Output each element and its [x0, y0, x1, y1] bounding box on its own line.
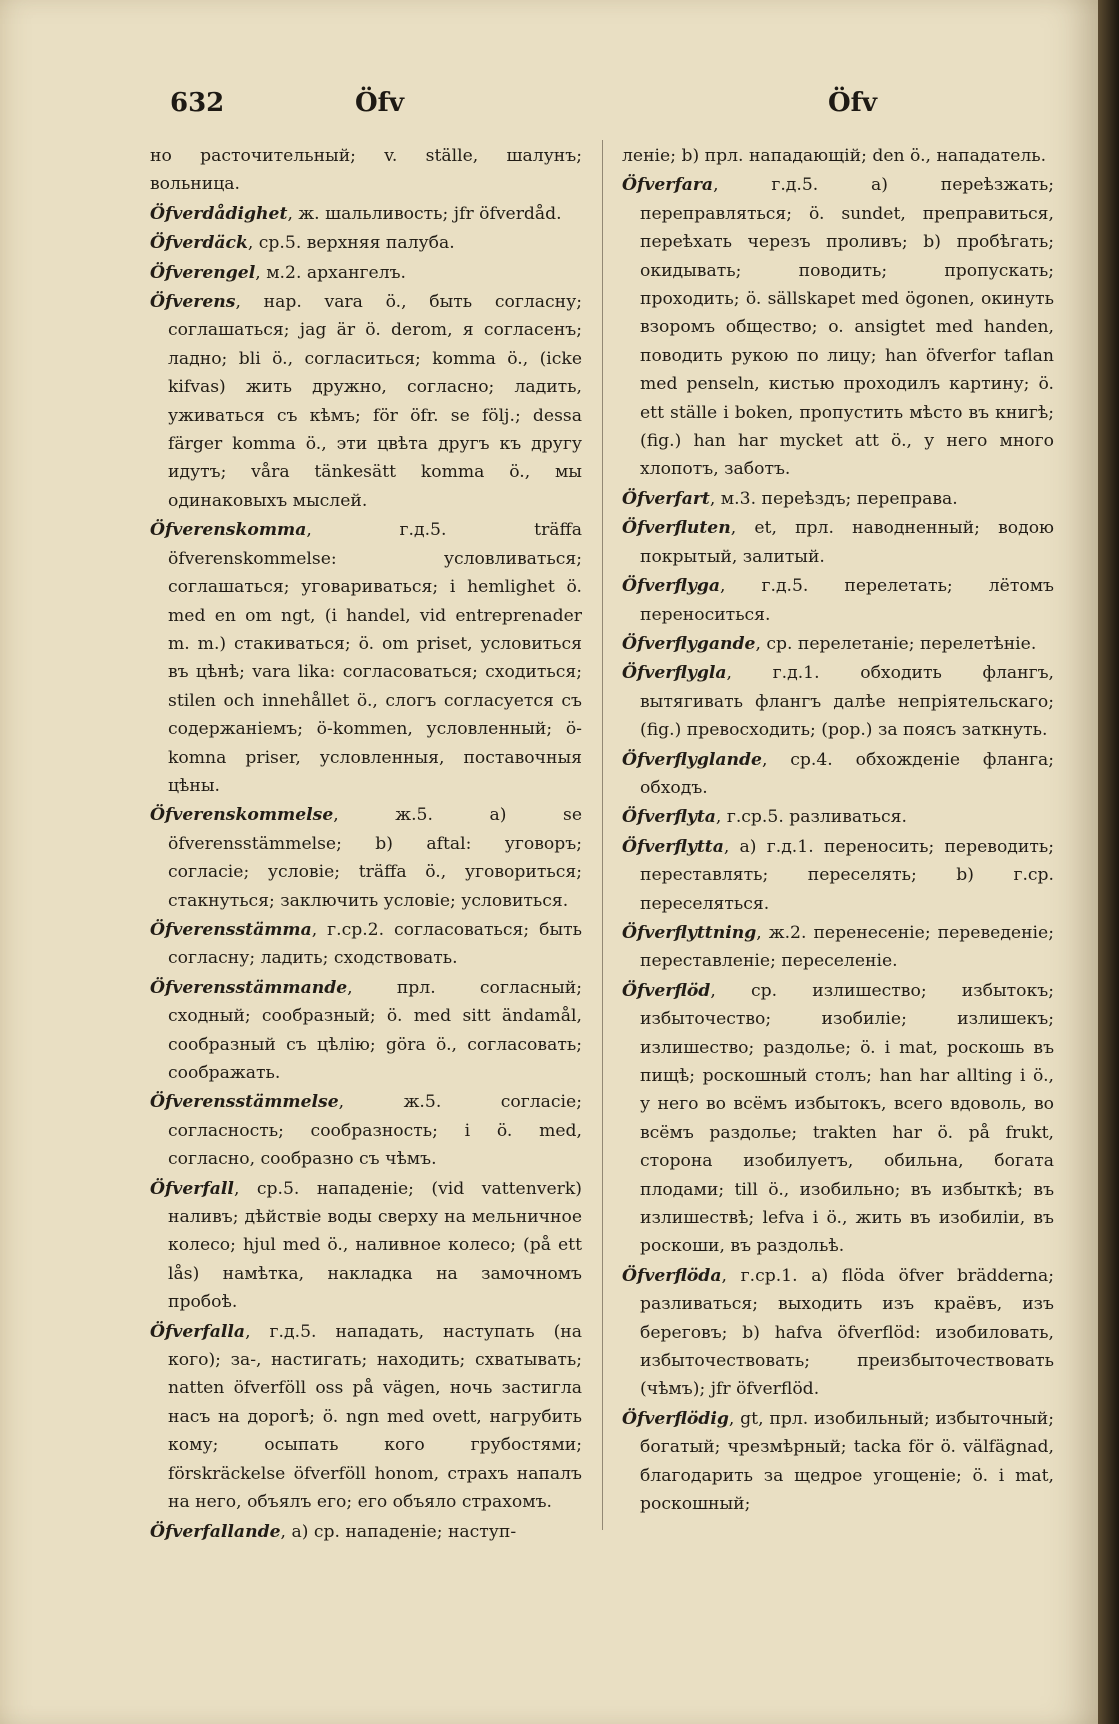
headword: Öfverflöda [622, 1265, 722, 1286]
dictionary-entry: Öfverfart, м.3. переѣздъ; переправа. [622, 488, 958, 509]
dictionary-entry: Öfverensstämmelse, ж.5. согласіе; согласность; сообразность; i ö. med, согласно, сообразно съ чѣмъ. [150, 1092, 582, 1170]
headword: Öfverflyglande [622, 749, 762, 770]
dictionary-entry: Öfverflödig, gt, прл. изобильный; избыточный; богатый; чрезмѣрный; tacka för ö. välfägnad, благодарить за щедрое угощеніе; ö. i mat, роскошный; [622, 1408, 1054, 1515]
headword: Öfverdäck [150, 233, 248, 254]
page-header [0, 88, 1098, 128]
dictionary-entry: Öfverens, нар. vara ö., быть согласну; соглашаться; jag är ö. derom, я согласенъ; ладно; bli ö., согласиться; komma ö., (icke kifvas) жить дружно, согласно; ладить, уживаться съ кѣмъ; för öfr. se följ.; dessa färger komma ö., эти цвѣта другъ къ другу идутъ; våra tänkesätt komma ö., мы одинаковыхъ мыслей. [150, 292, 582, 511]
headword: Öfverfara [622, 175, 714, 196]
dictionary-entry: Öfverflyta, г.ср.5. разливаться. [622, 807, 907, 828]
headword: Öfverenskommelse [150, 805, 334, 826]
headword: Öfverfall [150, 1178, 234, 1199]
dictionary-entry: леніе; b) прл. нападающій; den ö., нападатель. [622, 146, 1047, 166]
book-spine-edge [1098, 0, 1119, 1724]
headword: Öfverfalla [150, 1321, 246, 1342]
dictionary-entry: Öfverflyttning, ж.2. перенесеніе; переведеніе; переставленіе; переселеніе. [622, 922, 1054, 972]
dictionary-entry: Öfverensstämmande, прл. согласный; сходный; сообразный; ö. med sitt ändamål, сообразный съ цѣлію; göra ö., согласовать; соображать. [150, 977, 582, 1083]
headword: Öfverflyta [622, 807, 716, 828]
right-column [622, 142, 1054, 1520]
dictionary-entry: Öfverfall, ср.5. нападеніе; (vid vattenverk) наливъ; дѣйствіе воды сверху на мельничное колесо; hjul med ö., наливное колесо; (på ett lås) намѣтка, накладка на замочномъ пробоѣ. [150, 1178, 582, 1313]
headword: Öfverfart [622, 488, 710, 509]
page-number: 632 [170, 88, 225, 118]
dictionary-entry: Öfverfara, г.д.5. a) переѣзжать; переправляться; ö. sundet, преправиться, переѣхать черезъ проливъ; b) пробѣгать; окидывать; поводить; пропускать; проходить; ö. sällskapet med ögonen, окинуть взоромъ общество; o. ansigtet med handen, поводить рукою по лицу; han öfverfor taflan med penseln, кистью проходилъ картину; ö. ett ställe i boken, пропустить мѣсто въ книгѣ; (fig.) han har mycket att ö., у него много хлопотъ, заботъ. [622, 175, 1054, 480]
dictionary-entry: Öfverflytta, a) г.д.1. переносить; переводить; переставлять; переселять; b) г.ср. переселяться. [622, 836, 1054, 914]
dictionary-entry: Öfverflyglande, ср.4. обхожденіе фланга; обходъ. [622, 749, 1054, 798]
headword: Öfverfluten [622, 518, 731, 539]
dictionary-entry: Öfverengel, м.2. архангелъ. [150, 262, 407, 283]
running-head-left: Öfv [355, 88, 404, 118]
headword: Öfverflyttning [622, 922, 757, 943]
dictionary-entry: но расточительный; v. ställe, шалунъ; вольница. [150, 146, 582, 195]
headword: Öfverensstämma [150, 919, 312, 940]
dictionary-entry: Öfverdådighet, ж. шальливость; jfr öfverdåd. [150, 203, 562, 224]
dictionary-entry: Öfverenskomma, г.д.5. träffa öfverenskommelse: условливаться; соглашаться; уговариваться; i hemlighet ö. med en om ngt, (i handel, vid entreprenader m. m.) стакиваться; ö. om priset, условиться въ цѣнѣ; vara lika: согласоваться; сходиться; stilen och innehållet ö., слогъ согласуется съ содержаніемъ; ö-kommen, условленный; ö-komna priser, условленныя, поставочныя цѣны. [150, 520, 582, 796]
dictionary-entry: Öfverflygande, ср. перелетаніе; перелетѣніе. [622, 633, 1037, 654]
headword: Öfverflytta [622, 836, 724, 857]
headword: Öfverfallande [150, 1521, 281, 1542]
column-divider [602, 140, 603, 1530]
dictionary-entry: Öfverenskommelse, ж.5. a) se öfverensstämmelse; b) aftal: уговоръ; согласіе; условіе; träffa ö., уговориться; стакнуться; заключить условіе; условиться. [150, 805, 582, 911]
headword: Öfverengel [150, 262, 256, 283]
headword: Öfverflöd [622, 980, 711, 1001]
headword: Öfverens [150, 292, 236, 313]
headword: Öfverdådighet [150, 203, 288, 224]
dictionary-entry: Öfverfluten, et, прл. наводненный; водою покрытый, залитый. [622, 518, 1054, 567]
dictionary-entry: Öfverfalla, г.д.5. нападать, наступать (на кого); за-, настигать; находить; схватывать; natten öfverföll oss på vägen, ночь застигла насъ на дорогѣ; ö. ngn med ovett, нагрубить кому; осыпать кого грубостями; förskräckelse öfverföll honom, страхъ напалъ на него, объялъ его; его объяло страхомъ. [150, 1321, 582, 1513]
dictionary-entry: Öfverflyga, г.д.5. перелетать; лётомъ переноситься. [622, 576, 1054, 625]
dictionary-entry: Öfverflöda, г.ср.1. a) flöda öfver brädderna; разливаться; выходить изъ краёвъ, изъ береговъ; b) hafva öfverflöd: изобиловать, избыточествовать; преизбыточествовать (чѣмъ); jfr öfverflöd. [622, 1265, 1054, 1400]
dictionary-entry: Öfverfallande, a) ср. нападеніе; наступ- [150, 1521, 517, 1542]
headword: Öfverflygla [622, 663, 727, 684]
headword: Öfverenskomma [150, 520, 307, 541]
dictionary-entry: Öfverensstämma, г.ср.2. согласоваться; быть согласну; ладить; сходствовать. [150, 919, 582, 969]
dictionary-entry: Öfverdäck, ср.5. верхняя палуба. [150, 233, 455, 254]
dictionary-entry: Öfverflygla, г.д.1. обходить флангъ, вытягивать флангъ далѣе непріятельскаго; (fig.) превосходить; (pop.) за поясъ заткнуть. [622, 663, 1054, 741]
headword: Öfverflödig [622, 1408, 729, 1429]
running-head-right: Öfv [828, 88, 877, 118]
left-column [150, 142, 582, 1547]
dictionary-entry: Öfverflöd, ср. излишество; избытокъ; избыточество; изобиліе; излишекъ; излишество; раздолье; ö. i mat, роскошь въ пищѣ; роскошный столъ; han har allting i ö., у него во всёмъ избытокъ, всего вдоволь, во всёмъ раздолье; trakten har ö. på frukt, сторона изобилуетъ, обильна, богата плодами; till ö., изобильно; въ избыткѣ; въ излишествѣ; lefva i ö., жить въ изобиліи, въ роскоши, въ раздольѣ. [622, 980, 1054, 1257]
headword: Öfverflygande [622, 633, 756, 654]
headword: Öfverflyga [622, 576, 720, 597]
headword: Öfverensstämmande [150, 977, 348, 998]
headword: Öfverensstämmelse [150, 1092, 339, 1113]
